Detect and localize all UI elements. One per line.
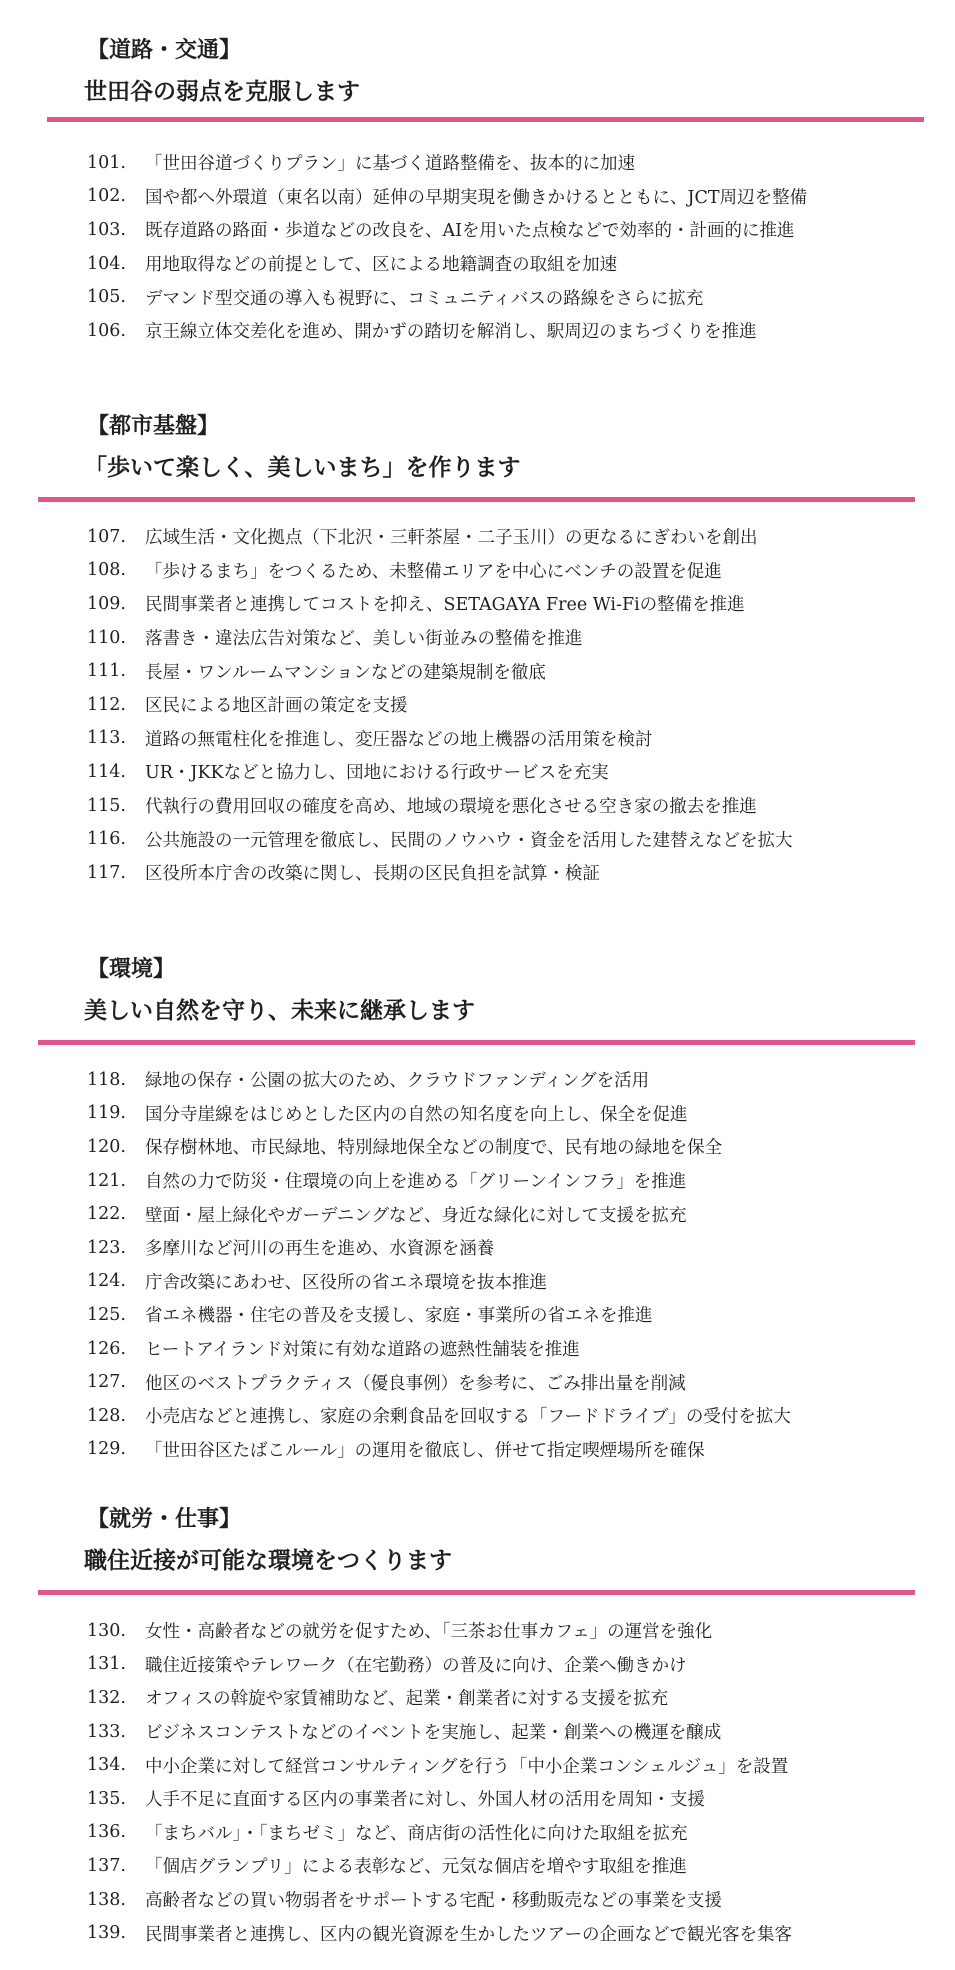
section-divider bbox=[47, 117, 924, 122]
list-item bbox=[0, 1365, 791, 1399]
item-text: 中小企業に対して経営コンサルティングを行う「中小企業コンシェルジュ」を設置 bbox=[145, 1756, 789, 1777]
item-number: 125. bbox=[87, 1304, 126, 1325]
item-number: 107. bbox=[87, 526, 126, 547]
item-number: 117. bbox=[87, 862, 126, 883]
section-title: 「歩いて楽しく、美しいまち」を作ります bbox=[84, 455, 521, 481]
item-text: 「世田谷道づくりプラン」に基づく道路整備を、抜本的に加速 bbox=[145, 154, 635, 175]
item-list bbox=[0, 1063, 791, 1466]
item-text: 国分寺崖線をはじめとした区内の自然の知名度を向上し、保全を促進 bbox=[145, 1104, 688, 1125]
item-number: 134. bbox=[87, 1755, 126, 1776]
item-text: 緑地の保存・公園の拡大のため、クラウドファンディングを活用 bbox=[145, 1071, 650, 1092]
item-text: 京王線立体交差化を進め、開かずの踏切を解消し、駅周辺のまちづくりを推進 bbox=[145, 322, 757, 343]
list-item bbox=[0, 1849, 792, 1883]
list-item bbox=[0, 1748, 792, 1782]
item-number: 103. bbox=[87, 219, 126, 240]
list-item bbox=[0, 1197, 791, 1231]
item-number: 132. bbox=[87, 1687, 126, 1708]
item-number: 118. bbox=[87, 1069, 126, 1090]
section-divider bbox=[38, 497, 915, 502]
item-text: 民間事業者と連携してコストを抑え、SETAGAYA Free Wi-Fiの整備を推進 bbox=[145, 595, 745, 616]
item-number: 113. bbox=[87, 728, 126, 749]
item-number: 138. bbox=[87, 1889, 126, 1910]
item-number: 108. bbox=[87, 560, 126, 581]
item-number: 121. bbox=[87, 1170, 126, 1191]
item-number: 127. bbox=[87, 1372, 126, 1393]
list-item bbox=[0, 1097, 791, 1131]
item-number: 129. bbox=[87, 1439, 126, 1460]
list-item bbox=[0, 1399, 791, 1433]
item-list bbox=[0, 1614, 792, 1950]
item-text: UR・JKKなどと協力し、団地における行政サービスを充実 bbox=[145, 763, 609, 784]
item-number: 123. bbox=[87, 1237, 126, 1258]
list-item bbox=[0, 587, 793, 621]
section-divider bbox=[38, 1590, 915, 1595]
item-text: 多摩川など河川の再生を進め、水資源を涵養 bbox=[145, 1239, 495, 1260]
item-text: 長屋・ワンルームマンションなどの建築規制を徹底 bbox=[145, 662, 546, 683]
item-text: 保存樹林地、市民緑地、特別緑地保全などの制度で、民有地の緑地を保全 bbox=[145, 1138, 723, 1159]
section-divider bbox=[38, 1040, 915, 1045]
item-number: 101. bbox=[87, 152, 126, 173]
item-text: 「歩けるまち」をつくるため、未整備エリアを中心にベンチの設置を促進 bbox=[145, 561, 722, 582]
item-text: 壁面・屋上緑化やガーデニングなど、身近な緑化に対して支援を拡充 bbox=[145, 1205, 687, 1226]
list-item bbox=[0, 621, 793, 655]
item-number: 109. bbox=[87, 593, 126, 614]
list-item bbox=[0, 1231, 791, 1265]
list-item bbox=[0, 1816, 792, 1850]
item-number: 114. bbox=[87, 761, 126, 782]
list-item bbox=[0, 1883, 792, 1917]
item-list bbox=[0, 520, 793, 890]
item-text: 民間事業者と連携し、区内の観光資源を生かしたツアーの企画などで観光客を集客 bbox=[145, 1924, 792, 1945]
item-number: 104. bbox=[87, 253, 126, 274]
list-item bbox=[0, 180, 807, 214]
item-number: 115. bbox=[87, 795, 126, 816]
list-item bbox=[0, 1614, 792, 1648]
item-number: 131. bbox=[87, 1654, 126, 1675]
section-category: 【就労・仕事】 bbox=[87, 1507, 242, 1532]
item-text: 女性・高齢者などの就労を促すため、「三茶お仕事カフェ」の運営を強化 bbox=[145, 1622, 713, 1643]
item-number: 111. bbox=[87, 661, 126, 682]
list-item bbox=[0, 213, 807, 247]
list-item bbox=[0, 314, 807, 348]
item-text: 用地取得などの前提として、区による地籍調査の取組を加速 bbox=[145, 255, 618, 276]
item-number: 126. bbox=[87, 1338, 126, 1359]
section-category: 【道路・交通】 bbox=[87, 38, 242, 63]
item-number: 119. bbox=[87, 1103, 126, 1124]
item-number: 106. bbox=[87, 320, 126, 341]
item-number: 112. bbox=[87, 694, 126, 715]
list-item bbox=[0, 1648, 792, 1682]
item-text: 他区のベストプラクティス（優良事例）を参考に、ごみ排出量を削減 bbox=[145, 1373, 686, 1394]
item-text: オフィスの斡旋や家賃補助など、起業・創業者に対する支援を拡充 bbox=[145, 1689, 669, 1710]
list-item bbox=[0, 247, 807, 281]
section-title: 美しい自然を守り、未来に継承します bbox=[84, 998, 475, 1024]
item-text: 道路の無電柱化を推進し、変圧器などの地上機器の活用策を検討 bbox=[145, 729, 653, 750]
section-title: 職住近接が可能な環境をつくります bbox=[84, 1548, 452, 1574]
item-text: 区民による地区計画の策定を支援 bbox=[145, 696, 408, 717]
section-title: 世田谷の弱点を克服します bbox=[84, 79, 360, 105]
item-number: 133. bbox=[87, 1721, 126, 1742]
section-category: 【都市基盤】 bbox=[87, 414, 220, 439]
item-number: 120. bbox=[87, 1136, 126, 1157]
item-text: 省エネ機器・住宅の普及を支援し、家庭・事業所の省エネを推進 bbox=[145, 1306, 653, 1327]
item-text: 庁舎改築にあわせ、区役所の省エネ環境を抜本推進 bbox=[145, 1272, 547, 1293]
list-item bbox=[0, 1130, 791, 1164]
list-item bbox=[0, 722, 793, 756]
list-item bbox=[0, 1681, 792, 1715]
list-item bbox=[0, 856, 793, 890]
list-item bbox=[0, 688, 793, 722]
item-text: 小売店などと連携し、家庭の余剰食品を回収する「フードドライブ」の受付を拡大 bbox=[145, 1407, 791, 1428]
item-text: デマンド型交通の導入も視野に、コミュニティバスの路線をさらに拡充 bbox=[145, 288, 704, 309]
list-item bbox=[0, 755, 793, 789]
item-text: 「まちバル」・「まちゼミ」など、商店街の活性化に向けた取組を拡充 bbox=[145, 1823, 688, 1844]
list-item bbox=[0, 280, 807, 314]
list-item bbox=[0, 1298, 791, 1332]
list-item bbox=[0, 554, 793, 588]
item-number: 135. bbox=[87, 1788, 126, 1809]
item-text: 高齢者などの買い物弱者をサポートする宅配・移動販売などの事業を支援 bbox=[145, 1891, 722, 1912]
item-text: 職住近接策やテレワーク（在宅勤務）の普及に向け、企業へ働きかけ bbox=[145, 1655, 687, 1676]
item-text: 「世田谷区たばこルール」の運用を徹底し、併せて指定喫煙場所を確保 bbox=[145, 1440, 705, 1461]
item-number: 137. bbox=[87, 1855, 126, 1876]
item-number: 102. bbox=[87, 186, 126, 207]
item-text: 広域生活・文化拠点（下北沢・三軒茶屋・二子玉川）の更なるにぎわいを創出 bbox=[145, 528, 758, 549]
list-item bbox=[0, 1164, 791, 1198]
list-item bbox=[0, 520, 793, 554]
item-text: 自然の力で防災・住環境の向上を進める「グリーンインフラ」を推進 bbox=[145, 1172, 687, 1193]
list-item bbox=[0, 1715, 792, 1749]
item-text: ビジネスコンテストなどのイベントを実施し、起業・創業への機運を醸成 bbox=[145, 1723, 722, 1744]
item-list bbox=[0, 146, 807, 348]
item-number: 105. bbox=[87, 287, 126, 308]
list-item bbox=[0, 1265, 791, 1299]
item-text: 人手不足に直面する区内の事業者に対し、外国人材の活用を周知・支援 bbox=[145, 1790, 705, 1811]
item-number: 136. bbox=[87, 1822, 126, 1843]
item-number: 139. bbox=[87, 1923, 126, 1944]
item-text: 「個店グランプリ」による表彰など、元気な個店を増やす取組を推進 bbox=[145, 1857, 687, 1878]
item-number: 128. bbox=[87, 1405, 126, 1426]
item-text: 既存道路の路面・歩道などの改良を、AIを用いた点検などで効率的・計画的に推進 bbox=[145, 221, 795, 242]
list-item bbox=[0, 822, 793, 856]
item-text: 区役所本庁舎の改築に関し、長期の区民負担を試算・検証 bbox=[145, 864, 600, 885]
list-item bbox=[0, 1332, 791, 1366]
list-item bbox=[0, 1433, 791, 1467]
list-item bbox=[0, 1063, 791, 1097]
list-item bbox=[0, 146, 807, 180]
item-text: 公共施設の一元管理を徹底し、民間のノウハウ・資金を活用した建替えなどを拡大 bbox=[145, 830, 793, 851]
item-number: 110. bbox=[87, 627, 126, 648]
list-item bbox=[0, 1782, 792, 1816]
item-number: 130. bbox=[87, 1620, 126, 1641]
item-text: 代執行の費用回収の確度を高め、地域の環境を悪化させる空き家の撤去を推進 bbox=[145, 797, 757, 818]
item-number: 116. bbox=[87, 829, 126, 850]
list-item bbox=[0, 789, 793, 823]
section-category: 【環境】 bbox=[87, 957, 176, 982]
item-number: 124. bbox=[87, 1271, 126, 1292]
list-item bbox=[0, 654, 793, 688]
item-text: 国や都へ外環道（東名以南）延伸の早期実現を働きかけるとともに、JCT周辺を整備 bbox=[145, 187, 808, 208]
item-text: 落書き・違法広告対策など、美しい街並みの整備を推進 bbox=[145, 629, 583, 650]
item-number: 122. bbox=[87, 1204, 126, 1225]
item-text: ヒートアイランド対策に有効な道路の遮熱性舗装を推進 bbox=[145, 1340, 580, 1361]
list-item bbox=[0, 1916, 792, 1950]
